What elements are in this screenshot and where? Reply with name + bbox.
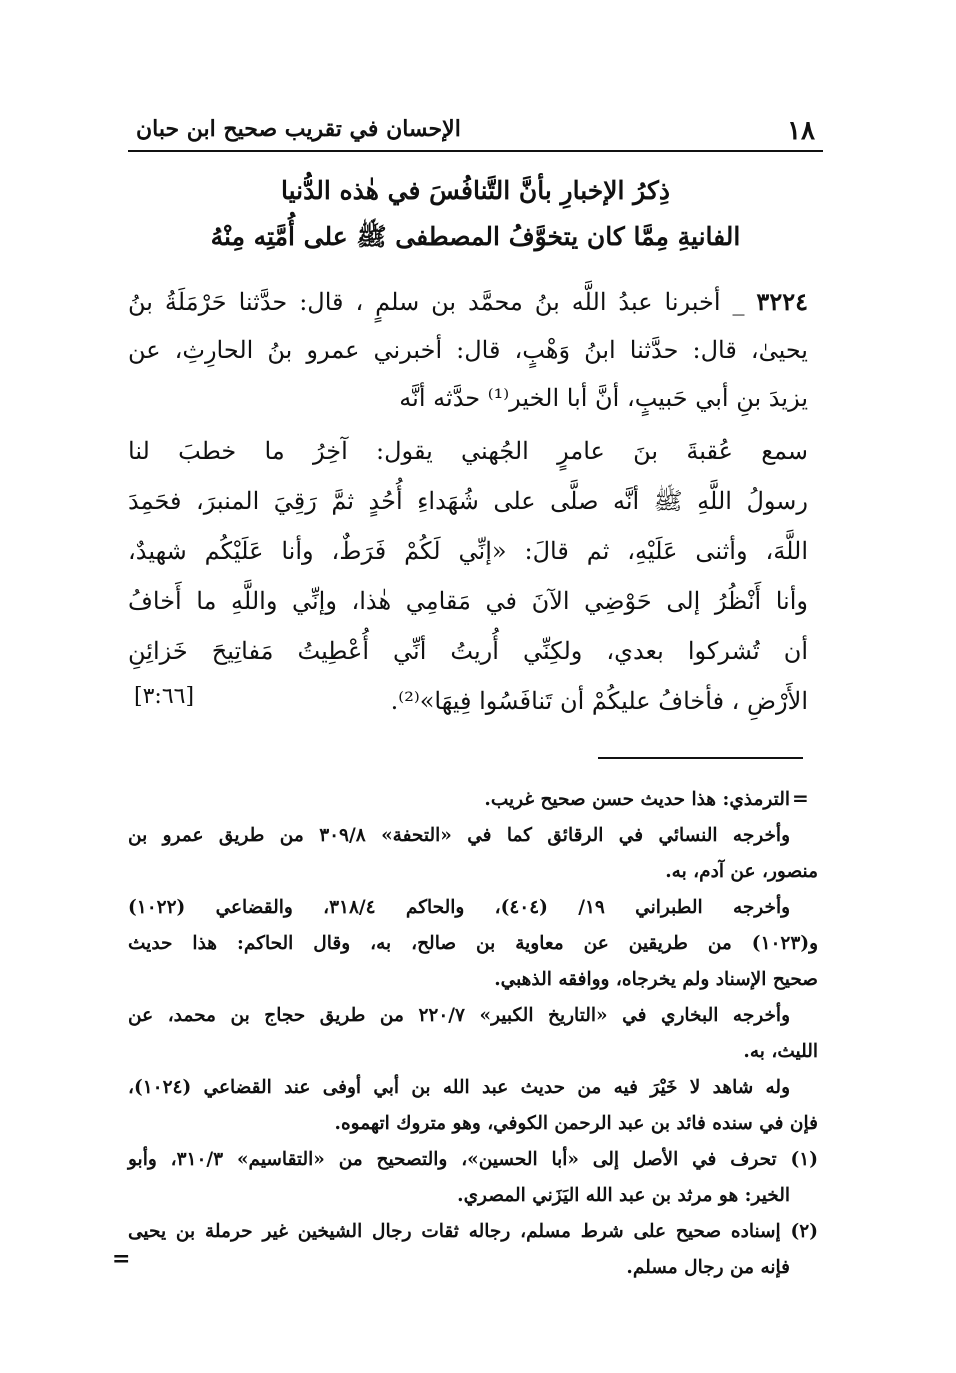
- header-rule: [128, 150, 823, 152]
- footnote-line: وأخرجه الطبراني ١٩/ (٤٠٤)، والحاكم ٣١٨/٤، والقضاعي (١٠٢٢): [128, 897, 791, 918]
- isnad-line: يزيدَ بنِ أبي حَبيبٍ، أنَّ أبا الخير⁽¹⁾ حدَّثه أنَّه: [399, 384, 808, 412]
- hadith-matn: [128, 426, 808, 726]
- isnad-line: يحيىٰ، قال: حدَّثنا ابنُ وَهْبٍ، قال: أخبرني عمرو بنُ الحارِثِ، عن: [128, 336, 808, 364]
- footnote-line: وله شاهد لا خَيْرَ فيه من حديث عبد الله بن أبي أوفى عند القضاعي (١٠٢٤)،: [128, 1077, 790, 1098]
- matn-line: وأنا أَنْظُرُ إلى حَوْضِي الآنَ في مَقامِي هٰذا، وإنِّي واللَّهِ ما أَخافُ: [128, 587, 808, 615]
- matn-line: اللَّهَ، وأثنى عَلَيْهِ، ثم قالَ: «إنِّي لَكُمْ فَرَطٌ، وأنا عَلَيْكُم شهيدٌ،: [128, 537, 808, 565]
- footnote-line: الليث، به.: [743, 1041, 818, 1062]
- footnote-line: الخير: هو مرثد بن عبد الله اليَزَني المصري.: [457, 1185, 790, 1206]
- chapter-heading-line-2: الفانيةِ مِمَّا كان يتخوَّفُ المصطفى ﷺ على أُمَّتِه مِنْهُ: [210, 222, 741, 251]
- chapter-heading: [128, 168, 823, 260]
- footnote-line: (٢) إسناده صحيح على شرط مسلم، رجاله ثقات رجال الشيخين غير حرملة بن يحيى: [128, 1221, 818, 1242]
- isnad-line: [128, 278, 808, 326]
- matn-line: رسولُ اللَّهِ ﷺ أنَّه صلَّى على شُهَداءِ أُحُدٍ ثمَّ رَقِيَ المنبرَ، فحَمِدَ: [128, 487, 808, 515]
- footnote-line: صحيح الإسناد ولم يخرجاه، ووافقه الذهبي.: [494, 969, 818, 990]
- hadith-reference: [٣:٦٦]: [134, 684, 195, 709]
- footnote-line: فإنه من رجال مسلم.: [626, 1257, 790, 1278]
- matn-line: سمع عُقبةَ بنَ عامرٍ الجُهني يقول: آخِرُ ما خطبَ لنا: [128, 437, 809, 465]
- matn-line: أن تُشركوا بعدي، ولكِنِّي أُريتُ أنِّي أُعْطِيتُ مَفاتِيحَ خَزائِنِ: [128, 637, 808, 665]
- footnote-separator: [598, 757, 803, 759]
- hadith-number: ٣٢٢٤: [756, 287, 808, 316]
- footnote-line: و(١٠٢٣) من طريقين عن معاوية بن صالح، به، وقال الحاكم: هذا حديث: [128, 933, 818, 954]
- continuation-mark-bottom: =: [112, 1246, 131, 1272]
- matn-line: الأَرْضِ ، فأخافُ عليكُمْ أن تَنافَسُوا فِيهَا»⁽²⁾.: [390, 687, 808, 715]
- isnad-line-text: _ أخبرنا عبدُ اللَّه بنُ محمَّد بن سلمٍ ، قال: حدَّثنا حَرْمَلَةُ بنُ: [128, 288, 745, 316]
- footnote-line: (١) تحرف في الأصل إلى «أبا الحسين»، والتصحيح من «التقاسيم» ٣١٠/٣، وأبو: [128, 1149, 818, 1170]
- footnote-line: الترمذي: هذا حديث حسن صحيح غريب.: [484, 789, 790, 810]
- hadith-isnad: [128, 278, 808, 422]
- footnote-line: منصور، عن آدم، به.: [665, 861, 818, 882]
- footnote-line: وأخرجه النسائي في الرقائق كما في «التحفة» ٣٠٩/٨ من طريق عمرو بن: [128, 825, 791, 846]
- footnote-line: وأخرجه البخاري في «التاريخ الكبير» ٢٢٠/٧ من طريق حجاج بن محمد، عن: [128, 1005, 791, 1026]
- footnotes: [128, 782, 818, 1286]
- running-title: الإحسان في تقريب صحيح ابن حبان: [136, 116, 461, 142]
- footnote-line: فإن في سنده فائد بن عبد الرحمن الكوفي، وهو متروك اتهموه.: [334, 1113, 818, 1134]
- chapter-heading-line-1: ذِكرُ الإخبارِ بأنَّ التَّنافُسَ في هٰذه الدُّنيا: [281, 176, 670, 205]
- page-header: [128, 112, 823, 148]
- page-number: ١٨: [787, 116, 815, 146]
- continuation-mark-top: =: [792, 786, 809, 810]
